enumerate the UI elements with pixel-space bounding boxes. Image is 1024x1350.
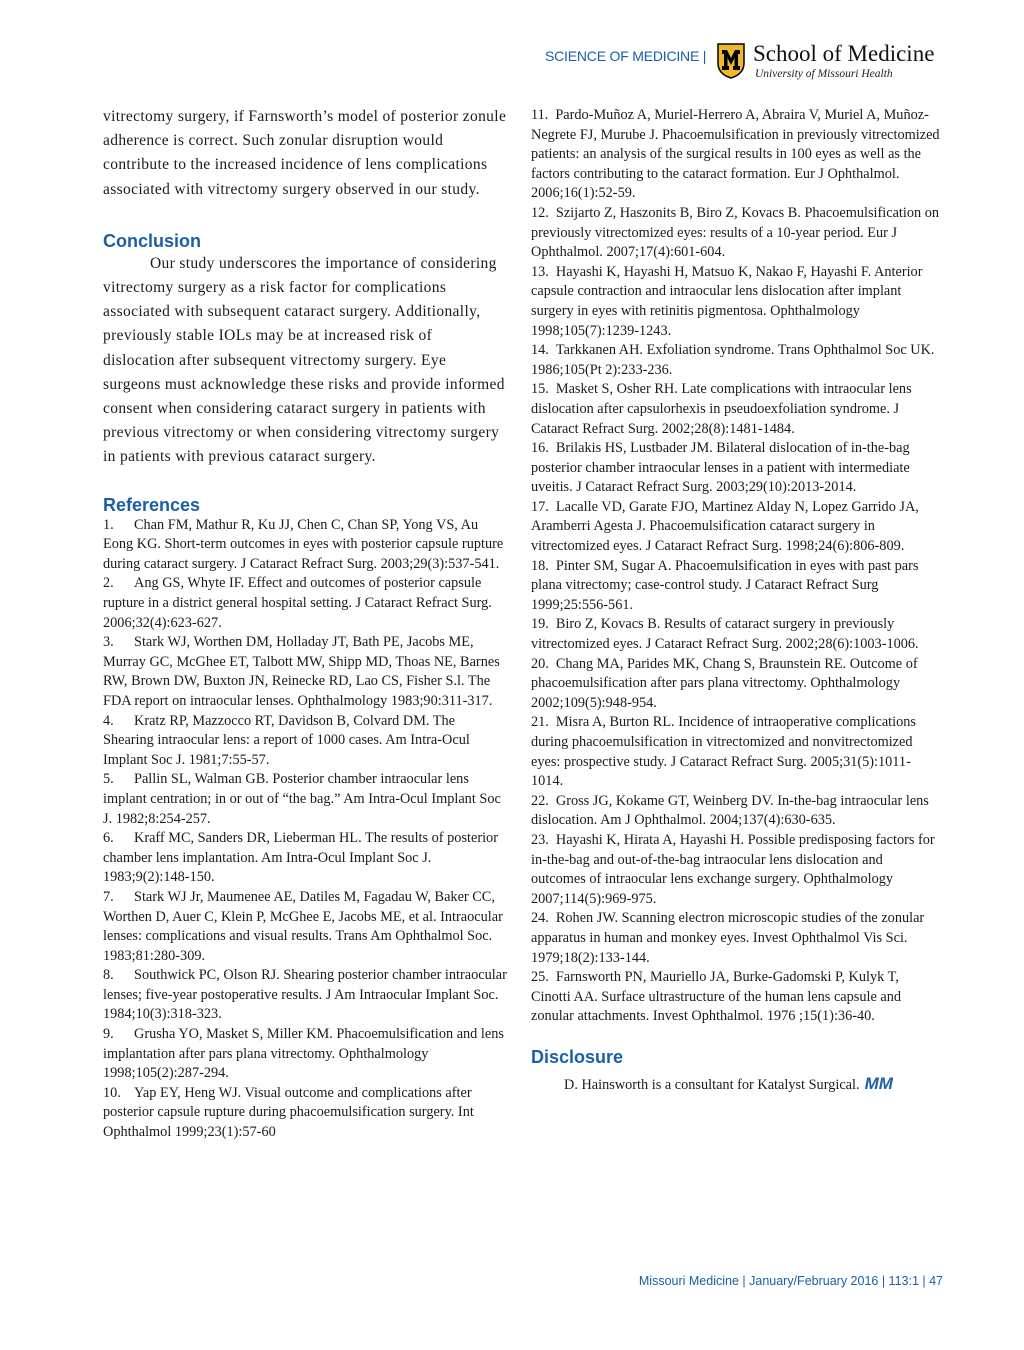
reference-item	[103, 1025, 508, 1084]
reference-item	[531, 341, 941, 380]
conclusion-text: Our study underscores the importance of considering vitrectomy surgery as a risk factor for complications associated with subsequent cataract surgery. Additionally, previously stable IOLs may be at increased risk of dislocation after subsequent vitrectomy surgery. Eye surgeons must acknowledge these risks and provide informed consent when considering cataract surgery in patients with previous vitrectomy or when considering vitrectomy surgery in patients with previous cataract surgery.	[103, 254, 505, 466]
disclosure-text: D. Hainsworth is a consultant for Katalyst Surgical.	[564, 1076, 860, 1093]
intro-paragraph: vitrectomy surgery, if Farnsworth’s model of posterior zonule adherence is correct. Such zonular disruption would contribute to the increased incidence of lens complications associated with vitrectomy surgery observed in our study.	[103, 108, 507, 198]
mizzou-shield-icon	[717, 43, 745, 79]
section-tag: SCIENCE OF MEDICINE |	[545, 48, 707, 64]
references-list-left	[103, 516, 508, 1143]
reference-text: Pardo-Muñoz A, Muriel-Herrero A, Abraira V, Muriel A, Muñoz-Negrete FJ, Murube J. Phacoemulsification in previously vitrectomized patients: an analysis of the surgical results in 100 eyes as well as the factors contributing to the cataract formation. Eur J Ophthalmol. 2006;16(1):52-59.	[531, 107, 940, 202]
reference-number: 5.	[103, 771, 114, 788]
reference-item	[531, 263, 941, 341]
page-footer: Missouri Medicine | January/February 2016 | 113:1 | 47	[638, 1274, 943, 1288]
reference-text: Pinter SM, Sugar A. Phacoemulsification in eyes with past pars plana vitrectomy; case-control study. J Cataract Refract Surg 1999;25:556-561.	[531, 557, 919, 613]
reference-number: 11.	[531, 107, 549, 123]
reference-item	[103, 1084, 508, 1143]
reference-item	[531, 380, 941, 439]
reference-item	[103, 829, 508, 888]
reference-text: Brilakis HS, Lustbader JM. Bilateral dislocation of in-the-bag posterior chamber intraocular lenses in a patient with intermediate uveitis. J Cataract Refract Surg. 2003;29(10):2013-2014.	[531, 440, 910, 496]
reference-text: Yap EY, Heng WJ. Visual outcome and complications after posterior capsule rupture during phacoemulsification surgery. Int Ophthalmol 1999;23(1):57-60	[103, 1084, 474, 1141]
reference-item	[531, 655, 941, 714]
reference-item	[531, 792, 941, 831]
reference-text: Grusha YO, Masket S, Miller KM. Phacoemulsification and lens implantation after pars plana vitrectomy. Ophthalmology 1998;105(2):287-294.	[103, 1026, 504, 1082]
reference-item	[531, 204, 941, 263]
reference-number: 20.	[531, 655, 549, 672]
reference-item	[531, 831, 941, 909]
school-subtitle: University of Missouri Health	[755, 68, 893, 80]
reference-number: 2.	[103, 575, 114, 592]
disclosure-heading: Disclosure	[531, 1046, 624, 1067]
reference-text: Southwick PC, Olson RJ. Shearing posterior chamber intraocular lenses; five-year postoperative results. J Am Intraocular Implant Soc. 1984;10(3):318-323.	[103, 967, 507, 1023]
reference-item	[103, 574, 508, 633]
reference-text: Biro Z, Kovacs B. Results of cataract surgery in previously vitrectomized eyes. J Cataract Refract Surg. 2002;28(6):1003-1006.	[531, 616, 919, 653]
reference-number: 13.	[531, 263, 549, 280]
reference-number: 10.	[103, 1084, 121, 1101]
reference-text: Kratz RP, Mazzocco RT, Davidson B, Colvard DM. The Shearing intraocular lens: a report of 1000 cases. Am Intra-Ocul Implant Soc J. 1981;7:55-57.	[103, 712, 470, 768]
reference-text: Gross JG, Kokame GT, Weinberg DV. In-the-bag intraocular lens dislocation. Am J Ophthalmol. 2004;137(4):630-635.	[531, 792, 929, 829]
reference-number: 23.	[531, 831, 549, 848]
reference-number: 12.	[531, 204, 549, 221]
reference-text: Farnsworth PN, Mauriello JA, Burke-Gadomski P, Kulyk T, Cinotti AA. Surface ultrastructure of the human lens capsule and zonular attachments. Invest Ophthalmol. 1976 ;15(1):36-40.	[531, 969, 902, 1025]
page-header	[540, 40, 940, 84]
reference-item	[531, 615, 941, 654]
reference-item	[531, 968, 941, 1027]
reference-item	[531, 106, 941, 204]
end-mark: MM	[864, 1073, 893, 1093]
reference-number: 14.	[531, 342, 549, 359]
reference-text: Stark WJ Jr, Maumenee AE, Datiles M, Fagadau W, Baker CC, Worthen D, Auer C, Klein P, McGhee E, Jacobs ME, et al. Intraocular lenses: complications and visual results. Trans Am Ophthalmol Soc. 1983;81:280-309.	[103, 888, 503, 964]
reference-number: 15.	[531, 381, 549, 398]
reference-text: Masket S, Osher RH. Late complications with intraocular lens dislocation after capsulorhexis in pseudoexfoliation syndrome. J Cataract Refract Surg. 2002;28(8):1481-1484.	[531, 381, 912, 437]
reference-number: 6.	[103, 830, 114, 847]
reference-number: 7.	[103, 888, 114, 905]
reference-number: 1.	[103, 516, 114, 533]
disclosure-text-line	[531, 1074, 941, 1095]
reference-number: 22.	[531, 792, 549, 809]
reference-item	[103, 770, 508, 829]
reference-number: 3.	[103, 634, 114, 651]
right-column	[531, 106, 941, 1095]
school-name: School of Medicine	[753, 41, 935, 66]
reference-text: Chang MA, Parides MK, Chang S, Braunstein RE. Outcome of phacoemulsification after pars plana vitrectomy. Ophthalmology 2002;109(5):948-954.	[531, 655, 918, 711]
reference-item	[531, 557, 941, 616]
reference-text: Szijarto Z, Haszonits B, Biro Z, Kovacs B. Phacoemulsification on previously vitrectomized eyes: results of a 10-year period. Eur J Ophthalmol. 2007;17(4):601-604.	[531, 204, 940, 261]
reference-item	[531, 909, 941, 968]
reference-number: 16.	[531, 440, 549, 457]
reference-text: Hayashi K, Hirata A, Hayashi H. Possible predisposing factors for in-the-bag and out-of-the-bag intraocular lens dislocation and outcomes of intraocular lens exchange surgery. Ophthalmology 2007;114(5):969-975.	[531, 831, 935, 907]
reference-text: Rohen JW. Scanning electron microscopic studies of the zonular apparatus in human and monkey eyes. Invest Ophthalmol Vis Sci. 1979;18(2):133-144.	[531, 910, 925, 966]
reference-text: Hayashi K, Hayashi H, Matsuo K, Nakao F, Hayashi F. Anterior capsule contraction and intraocular lens dislocation after implant surgery in eyes with retinitis pigmentosa. Ophthalmology 1998;105(7):1239-1243.	[531, 263, 923, 339]
references-list-right	[531, 106, 941, 1027]
reference-text: Chan FM, Mathur R, Ku JJ, Chen C, Chan SP, Yong VS, Au Eong KG. Short-term outcomes in eyes with posterior capsule rupture during cataract surgery. J Cataract Refract Surg. 2003;29(3):537-541.	[103, 516, 504, 572]
reference-text: Kraff MC, Sanders DR, Lieberman HL. The results of posterior chamber lens implantation. Am Intra-Ocul Implant Soc J. 1983;9(2):148-150.	[103, 830, 498, 886]
reference-number: 25.	[531, 969, 549, 986]
reference-number: 19.	[531, 616, 549, 633]
reference-text: Pallin SL, Walman GB. Posterior chamber intraocular lens implant centration; in or out of “the bag.” Am Intra-Ocul Implant Soc J. 1982;8:254-257.	[103, 771, 501, 827]
reference-number: 4.	[103, 712, 114, 729]
reference-item	[103, 966, 508, 1025]
reference-item	[103, 516, 508, 575]
conclusion-heading: Conclusion	[103, 230, 201, 251]
references-heading: References	[103, 494, 201, 515]
reference-number: 24.	[531, 910, 549, 927]
reference-item	[103, 712, 508, 771]
reference-text: Misra A, Burton RL. Incidence of intraoperative complications during phacoemulsification in vitrectomized and nonvitrectomized eyes: prospective study. J Cataract Refract Surg. 2005;31(5):1011-1014.	[531, 714, 916, 790]
reference-number: 18.	[531, 557, 549, 574]
reference-number: 21.	[531, 714, 549, 731]
reference-number: 8.	[103, 967, 114, 984]
reference-text: Lacalle VD, Garate FJO, Martinez Alday N, Lopez Garrido JA, Aramberri Agesta J. Phacoemulsification cataract surgery in vitrectomized eyes. J Cataract Refract Surg. 1998;24(6):806-809.	[531, 498, 919, 555]
reference-item	[103, 633, 508, 711]
reference-text: Stark WJ, Worthen DM, Holladay JT, Bath PE, Jacobs ME, Murray GC, McGhee ET, Talbott MW, Shipp MD, Thoas NE, Barnes RW, Brown DW, Buxton JN, Reinecke RD, Lao CS, Fisher S.l. The FDA report on intraocular lenses. Ophthalmology 1983;90:311-317.	[103, 634, 500, 709]
left-column	[103, 105, 508, 1143]
reference-item	[103, 888, 508, 966]
reference-item	[531, 439, 941, 498]
reference-item	[531, 498, 941, 557]
reference-number: 9.	[103, 1026, 114, 1043]
reference-text: Ang GS, Whyte IF. Effect and outcomes of posterior capsule rupture in a district general hospital setting. J Cataract Refract Surg. 2006;32(4):623-627.	[103, 575, 492, 631]
reference-item	[531, 713, 941, 791]
reference-text: Tarkkanen AH. Exfoliation syndrome. Trans Ophthalmol Soc UK. 1986;105(Pt 2):233-236.	[531, 342, 935, 378]
reference-number: 17.	[531, 498, 549, 515]
